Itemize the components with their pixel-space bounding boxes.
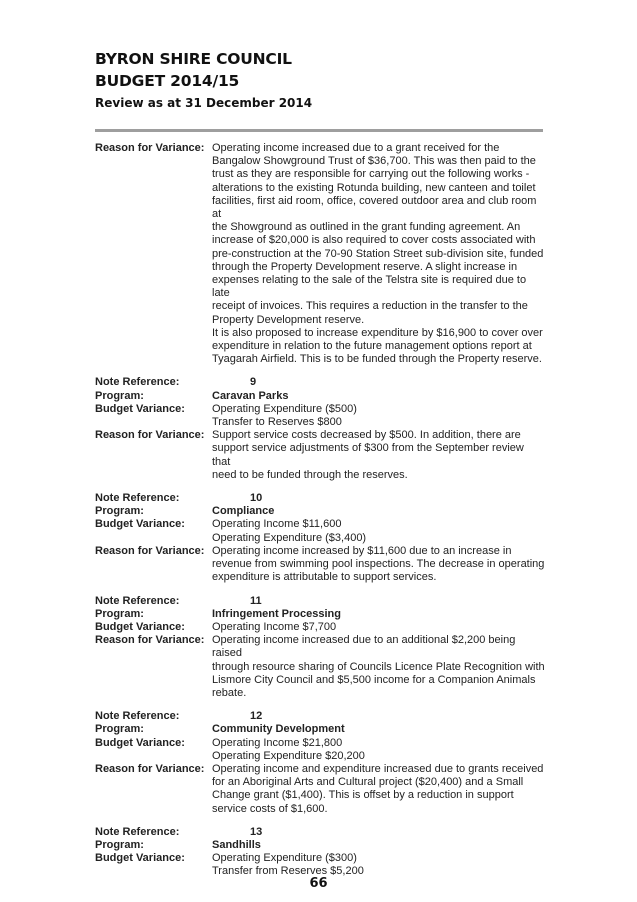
budget-label: Budget Variance: (95, 402, 185, 415)
reason-label: Reason for Variance: (95, 544, 205, 557)
note-section (95, 826, 545, 879)
program-name: Community Development (212, 723, 345, 736)
note-label: Note Reference: (95, 594, 180, 607)
note-reference: 9 (250, 376, 257, 389)
reason-text: Support service costs decreased by $500. In addition, there are support service adjustments of $300 from the September review that need to be funded through the reserves. (212, 429, 524, 481)
note-reference: 13 (250, 825, 263, 838)
budget-variance: Operating Income $7,700 (212, 620, 337, 633)
intro-reason-row (95, 142, 545, 366)
council-name: BYRON SHIRE COUNCIL (95, 50, 292, 68)
note-section (95, 492, 545, 584)
program-name: Compliance (212, 505, 275, 518)
budget-variance: Operating Income $21,800 Operating Expenditure $20,200 (212, 736, 365, 762)
budget-variance: Operating Income $11,600 Operating Expenditure ($3,400) (212, 518, 367, 544)
program-label: Program: (95, 607, 144, 620)
reason-label: Reason for Variance: (95, 429, 205, 442)
document-header (95, 48, 312, 112)
program-label: Program: (95, 838, 144, 851)
reason-text: Operating income increased by $11,600 due to an increase in revenue from swimming pool inspections. The decrease in operating expenditure is attributable to support services. (212, 544, 545, 584)
budget-label: Budget Variance: (95, 852, 185, 865)
note-label: Note Reference: (95, 492, 180, 505)
review-date: Review as at 31 December 2014 (95, 96, 313, 110)
reason-label: Reason for Variance: (95, 142, 205, 154)
note-label: Note Reference: (95, 710, 180, 723)
note-section (95, 376, 545, 482)
budget-variance: Operating Expenditure ($300) Transfer from Reserves $5,200 (212, 852, 364, 878)
variance-notes (95, 142, 545, 879)
program-name: Caravan Parks (212, 389, 289, 402)
page-number: 66 (309, 876, 328, 891)
program-label: Program: (95, 505, 144, 518)
program-name: Infringement Processing (212, 607, 341, 620)
reason-text: Operating income and expenditure increased due to grants received for an Aboriginal Arts and Cultural project ($20,400) and a Small Change grant ($1,400). This is offset by a reduction in support service costs of $1,600. (212, 762, 544, 815)
reason-text: Operating income increased due to a grant received for the Bangalow Showground Trust of $36,700. This was then paid to the trust as they are responsible for carrying out the following works - alterations to the existing Rotunda building, new canteen and toilet facilities, first aid room, office, covered outdoor area and club room at the Showground as outlined in the grant funding agreement. An increase of $20,000 is also required to cover costs associated with pre-construction at the 70-90 Station Street sub-division site, funded through the Property Development reserve. A slight increase in expenses relating to the sale of the Telstra site is required due to late receipt of invoices. This requires a reduction in the transfer to the Property Development reserve. It is also proposed to increase expenditure by $16,900 to cover over expenditure in relation to the future management options report at Tyagarah Airfield. This is to be funded through the Property reserve. (212, 142, 544, 366)
reason-label: Reason for Variance: (95, 634, 205, 647)
budget-title: BUDGET 2014/15 (95, 72, 240, 90)
budget-label: Budget Variance: (95, 736, 185, 749)
budget-label: Budget Variance: (95, 518, 185, 531)
note-label: Note Reference: (95, 376, 180, 389)
program-label: Program: (95, 723, 144, 736)
note-section (95, 595, 545, 701)
reason-label: Reason for Variance: (95, 762, 205, 775)
note-label: Note Reference: (95, 825, 180, 838)
program-name: Sandhills (212, 838, 261, 851)
note-reference: 11 (250, 594, 262, 607)
budget-label: Budget Variance: (95, 620, 185, 633)
note-reference: 12 (250, 710, 263, 723)
note-section (95, 710, 545, 816)
reason-text: Operating income increased due to an additional $2,200 being raised through resource sharing of Councils Licence Plate Recognition with Lismore City Council and $5,500 income for a Companion Animals rebate. (212, 634, 545, 699)
budget-variance: Operating Expenditure ($500) Transfer to Reserves $800 (212, 402, 357, 429)
header-divider (95, 129, 543, 132)
program-label: Program: (95, 389, 144, 402)
note-reference: 10 (250, 492, 263, 505)
